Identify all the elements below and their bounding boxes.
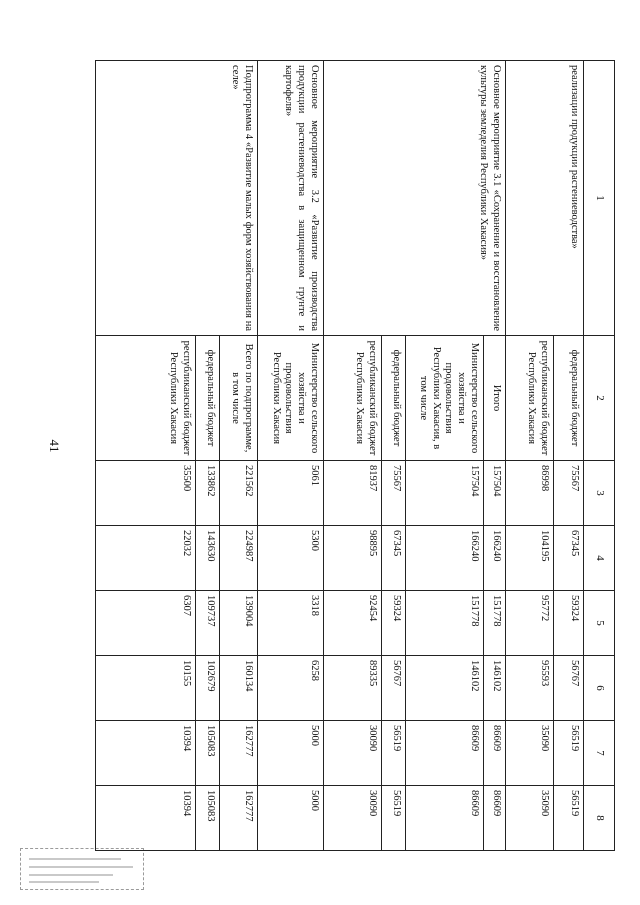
- funding-source-cell: Итого: [484, 336, 506, 461]
- value-cell: 157504: [484, 461, 506, 526]
- funding-source-cell: Министерство сельского хозяйства и продовольствия Республики Хакасия: [258, 336, 324, 461]
- value-cell: 30090: [324, 786, 382, 851]
- value-cell: 30090: [324, 721, 382, 786]
- column-header: 4: [584, 526, 615, 591]
- funding-source-cell: федеральный бюджет: [382, 336, 406, 461]
- value-cell: 86998: [506, 461, 554, 526]
- value-cell: 5000: [258, 721, 324, 786]
- value-cell: 75567: [382, 461, 406, 526]
- column-header: 7: [584, 721, 615, 786]
- program-name-cell: Основное мероприятие 3.1 «Сохранение и восстановление культуры земледелия Республики Хакасия»: [324, 61, 506, 336]
- value-cell: 56767: [554, 656, 584, 721]
- value-cell: 95772: [506, 591, 554, 656]
- value-cell: 6307: [96, 591, 196, 656]
- program-name-cell: Подпрограмма 4 «Развитие малых форм хозяйствования на селе»: [96, 61, 258, 336]
- value-cell: 86609: [406, 721, 484, 786]
- value-cell: 105083: [196, 721, 220, 786]
- value-cell: 5061: [258, 461, 324, 526]
- value-cell: 95593: [506, 656, 554, 721]
- column-header: 3: [584, 461, 615, 526]
- value-cell: 104195: [506, 526, 554, 591]
- value-cell: 143630: [196, 526, 220, 591]
- value-cell: 162777: [220, 721, 258, 786]
- value-cell: 35090: [506, 786, 554, 851]
- value-cell: 56519: [382, 786, 406, 851]
- value-cell: 75567: [554, 461, 584, 526]
- value-cell: 59324: [382, 591, 406, 656]
- value-cell: 86609: [406, 786, 484, 851]
- value-cell: 5000: [258, 786, 324, 851]
- value-cell: 3318: [258, 591, 324, 656]
- archive-stamp: [20, 848, 144, 890]
- table-header-row: [584, 61, 615, 851]
- value-cell: 146102: [406, 656, 484, 721]
- value-cell: 10394: [96, 721, 196, 786]
- value-cell: 59324: [554, 591, 584, 656]
- funding-source-cell: Всего по подпрограмме, в том числе: [220, 336, 258, 461]
- column-header: 6: [584, 656, 615, 721]
- value-cell: 86609: [484, 786, 506, 851]
- funding-source-cell: Министерство сельского хозяйства и продовольствия Республики Хакасия, в том числе: [406, 336, 484, 461]
- column-header: 8: [584, 786, 615, 851]
- funding-source-cell: федеральный бюджет: [554, 336, 584, 461]
- value-cell: 56519: [382, 721, 406, 786]
- value-cell: 92454: [324, 591, 382, 656]
- value-cell: 89335: [324, 656, 382, 721]
- value-cell: 67345: [554, 526, 584, 591]
- value-cell: 67345: [382, 526, 406, 591]
- value-cell: 81937: [324, 461, 382, 526]
- value-cell: 102679: [196, 656, 220, 721]
- value-cell: 157504: [406, 461, 484, 526]
- value-cell: 109737: [196, 591, 220, 656]
- value-cell: 56767: [382, 656, 406, 721]
- table-row: [554, 61, 584, 851]
- table-row: [220, 61, 258, 851]
- budget-table-container: [95, 60, 615, 850]
- value-cell: 35500: [96, 461, 196, 526]
- value-cell: 221562: [220, 461, 258, 526]
- funding-source-cell: федеральный бюджет: [196, 336, 220, 461]
- value-cell: 166240: [484, 526, 506, 591]
- column-header: 5: [584, 591, 615, 656]
- value-cell: 224987: [220, 526, 258, 591]
- value-cell: 56519: [554, 786, 584, 851]
- funding-source-cell: республиканский бюджет Республики Хакасия: [506, 336, 554, 461]
- budget-table: [95, 60, 615, 851]
- program-name-cell: Основное мероприятие 3.2 «Развитие производства продукции растениеводства в защищенном грунте и картофеля»: [258, 61, 324, 336]
- table-row: [258, 61, 324, 851]
- value-cell: 22032: [96, 526, 196, 591]
- page-number: 41: [47, 439, 62, 453]
- value-cell: 10394: [96, 786, 196, 851]
- value-cell: 166240: [406, 526, 484, 591]
- value-cell: 160134: [220, 656, 258, 721]
- value-cell: 86609: [484, 721, 506, 786]
- program-name-cell: реализации продукции растениеводства»: [506, 61, 584, 336]
- funding-source-cell: республиканский бюджет Республики Хакасия: [96, 336, 196, 461]
- value-cell: 146102: [484, 656, 506, 721]
- value-cell: 139004: [220, 591, 258, 656]
- column-header: 2: [584, 336, 615, 461]
- value-cell: 162777: [220, 786, 258, 851]
- value-cell: 10155: [96, 656, 196, 721]
- value-cell: 56519: [554, 721, 584, 786]
- table-row: [484, 61, 506, 851]
- value-cell: 5300: [258, 526, 324, 591]
- value-cell: 6258: [258, 656, 324, 721]
- value-cell: 151778: [406, 591, 484, 656]
- funding-source-cell: республиканский бюджет Республики Хакасия: [324, 336, 382, 461]
- value-cell: 105083: [196, 786, 220, 851]
- value-cell: 133862: [196, 461, 220, 526]
- value-cell: 151778: [484, 591, 506, 656]
- value-cell: 98895: [324, 526, 382, 591]
- value-cell: 35090: [506, 721, 554, 786]
- column-header: 1: [584, 61, 615, 336]
